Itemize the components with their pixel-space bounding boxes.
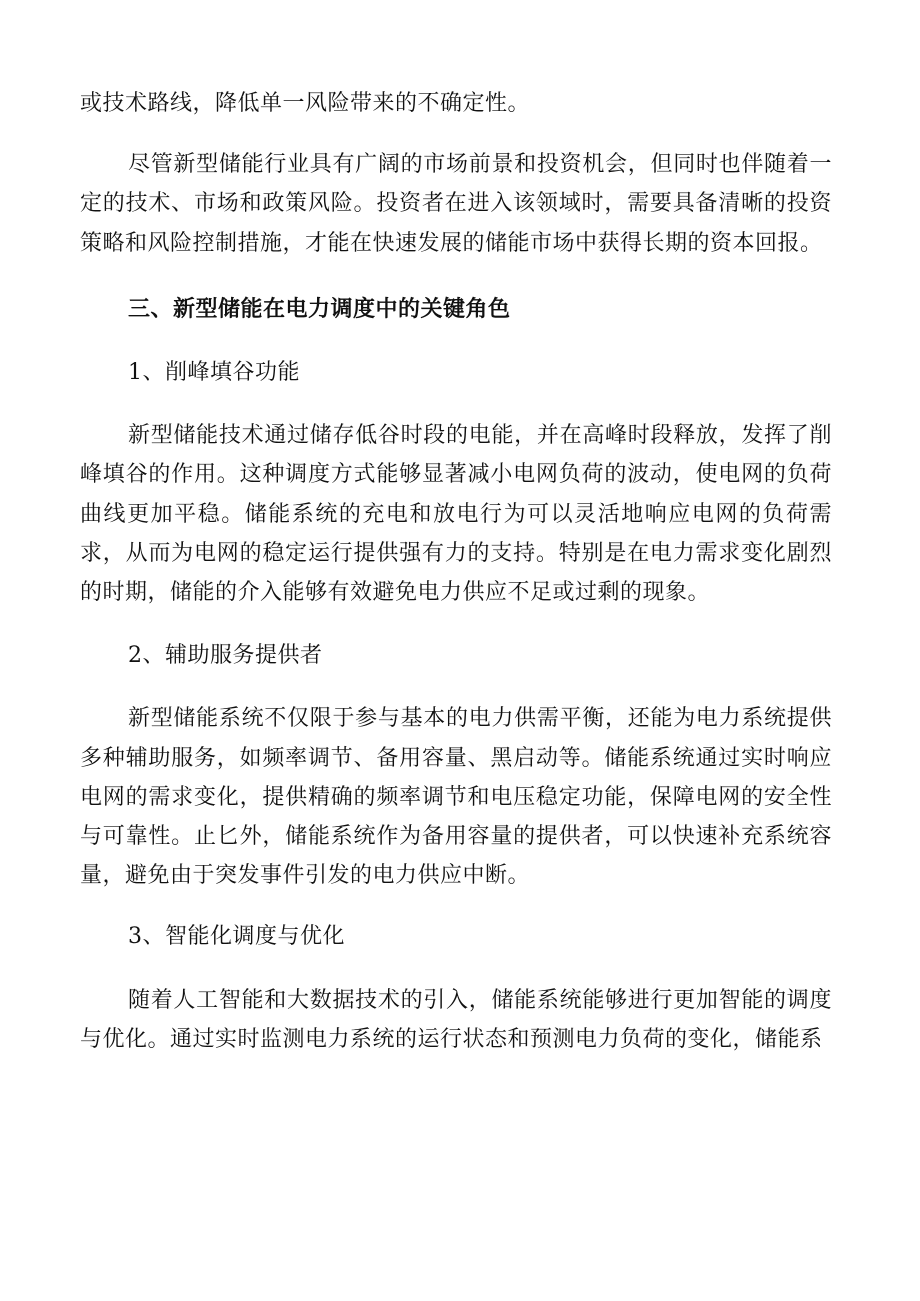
subsection-heading-smart-dispatch: 3、智能化调度与优化 — [128, 924, 345, 950]
paragraph-investment-risk: 尽管新型储能行业具有广阔的市场前景和投资机会，但同时也伴随着一定的技术、市场和政策风险。投资者在进入该领域时，需要具备清晰的投资策略和风险控制措施，才能在快速发展的储能市场中获得长期的资本回报。 — [80, 152, 832, 256]
subsection-heading-ancillary-services: 2、辅助服务提供者 — [128, 643, 323, 669]
paragraph-smart-dispatch: 随着人工智能和大数据技术的引入，储能系统能够进行更加智能的调度与优化。通过实时监测电力系统的运行状态和预测电力负荷的变化，储能系 — [80, 987, 832, 1052]
paragraph-peak-shaving: 新型储能技术通过储存低谷时段的电能，并在高峰时段释放，发挥了削峰填谷的作用。这种调度方式能够显著减小电网负荷的波动，使电网的负荷曲线更加平稳。储能系统的充电和放电行为可以灵活地响应电网的负荷需求，从而为电网的稳定运行提供强有力的支持。特别是在电力需求变化剧烈的时期，储能的介入能够有效避免电力供应不足或过剩的现象。 — [80, 423, 832, 606]
subsection-heading-peak-shaving: 1、削峰填谷功能 — [128, 360, 300, 386]
document-page — [80, 84, 832, 1059]
section-heading: 三、新型储能在电力调度中的关键角色 — [128, 295, 511, 322]
paragraph-continuation: 或技术路线，降低单一风险带来的不确定性。 — [80, 91, 531, 116]
paragraph-ancillary-services: 新型储能系统不仅限于参与基本的电力供需平衡，还能为电力系统提供多种辅助服务，如频率调节、备用容量、黑启动等。储能系统通过实时响应电网的需求变化，提供精确的频率调节和电压稳定功能，保障电网的安全性与可靠性。止匕外，储能系统作为备用容量的提供者，可以快速补充系统容量，避免由于突发事件引发的电力供应中断。 — [80, 706, 832, 889]
